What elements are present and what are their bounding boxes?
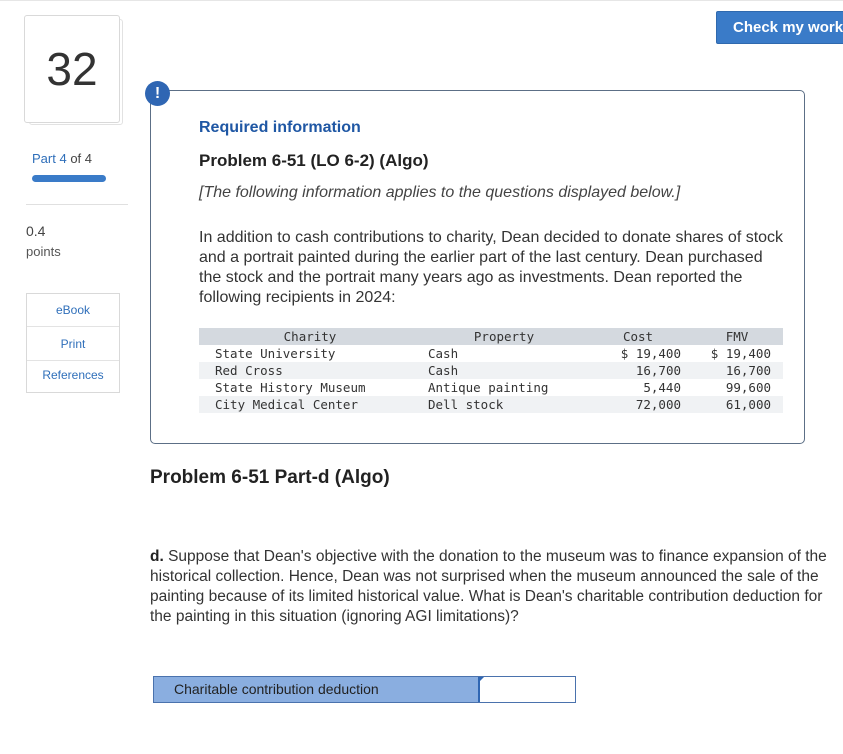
header-property: Property bbox=[473, 329, 535, 344]
cell-property: Cash bbox=[428, 363, 459, 378]
table-row bbox=[199, 396, 783, 413]
cell-property: Cash bbox=[428, 346, 459, 361]
part-indicator bbox=[32, 151, 92, 166]
part-label: Part bbox=[32, 151, 56, 166]
table-header bbox=[199, 328, 783, 345]
cell-cost: 5,440 bbox=[643, 380, 681, 395]
cell-cost: $ 19,400 bbox=[620, 346, 681, 361]
table-row bbox=[199, 362, 783, 379]
resources-separator bbox=[27, 326, 119, 327]
question-number: 32 bbox=[46, 43, 98, 95]
cell-charity: City Medical Center bbox=[215, 397, 358, 412]
cell-charity: State History Museum bbox=[215, 380, 366, 395]
question-body: Suppose that Dean's objective with the donation to the museum was to finance expansion of the historical collection. Hence, Dean was not surprised when the museum announced the sale of the painting because of its limited historical value. What is Dean's charitable contribution deduction for the painting in this situation (ignoring AGI limitations)? bbox=[150, 548, 827, 625]
cell-cost: 72,000 bbox=[635, 397, 681, 412]
part-of: of 4 bbox=[70, 151, 93, 166]
ebook-link[interactable]: eBook bbox=[55, 303, 91, 317]
sidebar-divider bbox=[26, 204, 128, 205]
header-charity: Charity bbox=[283, 329, 337, 344]
resources-separator bbox=[27, 360, 119, 361]
table-row bbox=[199, 379, 783, 396]
part-current: 4 bbox=[59, 151, 67, 166]
cell-property: Antique painting bbox=[428, 380, 549, 395]
cell-fmv: $ 19,400 bbox=[710, 346, 771, 361]
part-title: Problem 6-51 Part-d (Algo) bbox=[150, 467, 390, 488]
question-text bbox=[150, 547, 840, 627]
points-value: 0.4 bbox=[26, 223, 46, 239]
part-progress-bar bbox=[32, 175, 106, 182]
points-label: points bbox=[26, 244, 61, 259]
input-flag-icon bbox=[478, 677, 484, 683]
answer-row bbox=[153, 676, 576, 703]
cell-charity: Red Cross bbox=[215, 363, 283, 378]
applies-note: [The following information applies to the questions displayed below.] bbox=[199, 184, 681, 201]
answer-label: Charitable contribution deduction bbox=[154, 677, 478, 702]
required-information-title: Required information bbox=[199, 119, 361, 136]
question-number-card bbox=[24, 15, 120, 123]
header-cost: Cost bbox=[622, 329, 654, 344]
alert-icon: ! bbox=[145, 81, 170, 106]
cell-charity: State University bbox=[215, 346, 336, 361]
references-link[interactable]: References bbox=[42, 368, 104, 382]
top-divider bbox=[0, 0, 843, 1]
check-my-work-button[interactable]: Check my work bbox=[716, 11, 843, 44]
deduction-input[interactable] bbox=[478, 677, 575, 702]
header-fmv: FMV bbox=[725, 329, 749, 344]
problem-paragraph: In addition to cash contributions to charity, Dean decided to donate shares of stock and a portrait painted during the earlier part of the last century. Dean purchased the stock and the portrait many years ago as investments. Dean reported the following recipients in 2024: bbox=[199, 229, 784, 306]
table-row bbox=[199, 345, 783, 362]
cell-fmv: 99,600 bbox=[725, 380, 771, 395]
cell-fmv: 61,000 bbox=[725, 397, 771, 412]
question-label: d. bbox=[150, 548, 164, 565]
print-link[interactable]: Print bbox=[60, 337, 86, 351]
cell-property: Dell stock bbox=[428, 397, 504, 412]
problem-title: Problem 6-51 (LO 6-2) (Algo) bbox=[199, 151, 429, 170]
cell-fmv: 16,700 bbox=[725, 363, 771, 378]
cell-cost: 16,700 bbox=[635, 363, 681, 378]
resources-box bbox=[26, 293, 120, 393]
